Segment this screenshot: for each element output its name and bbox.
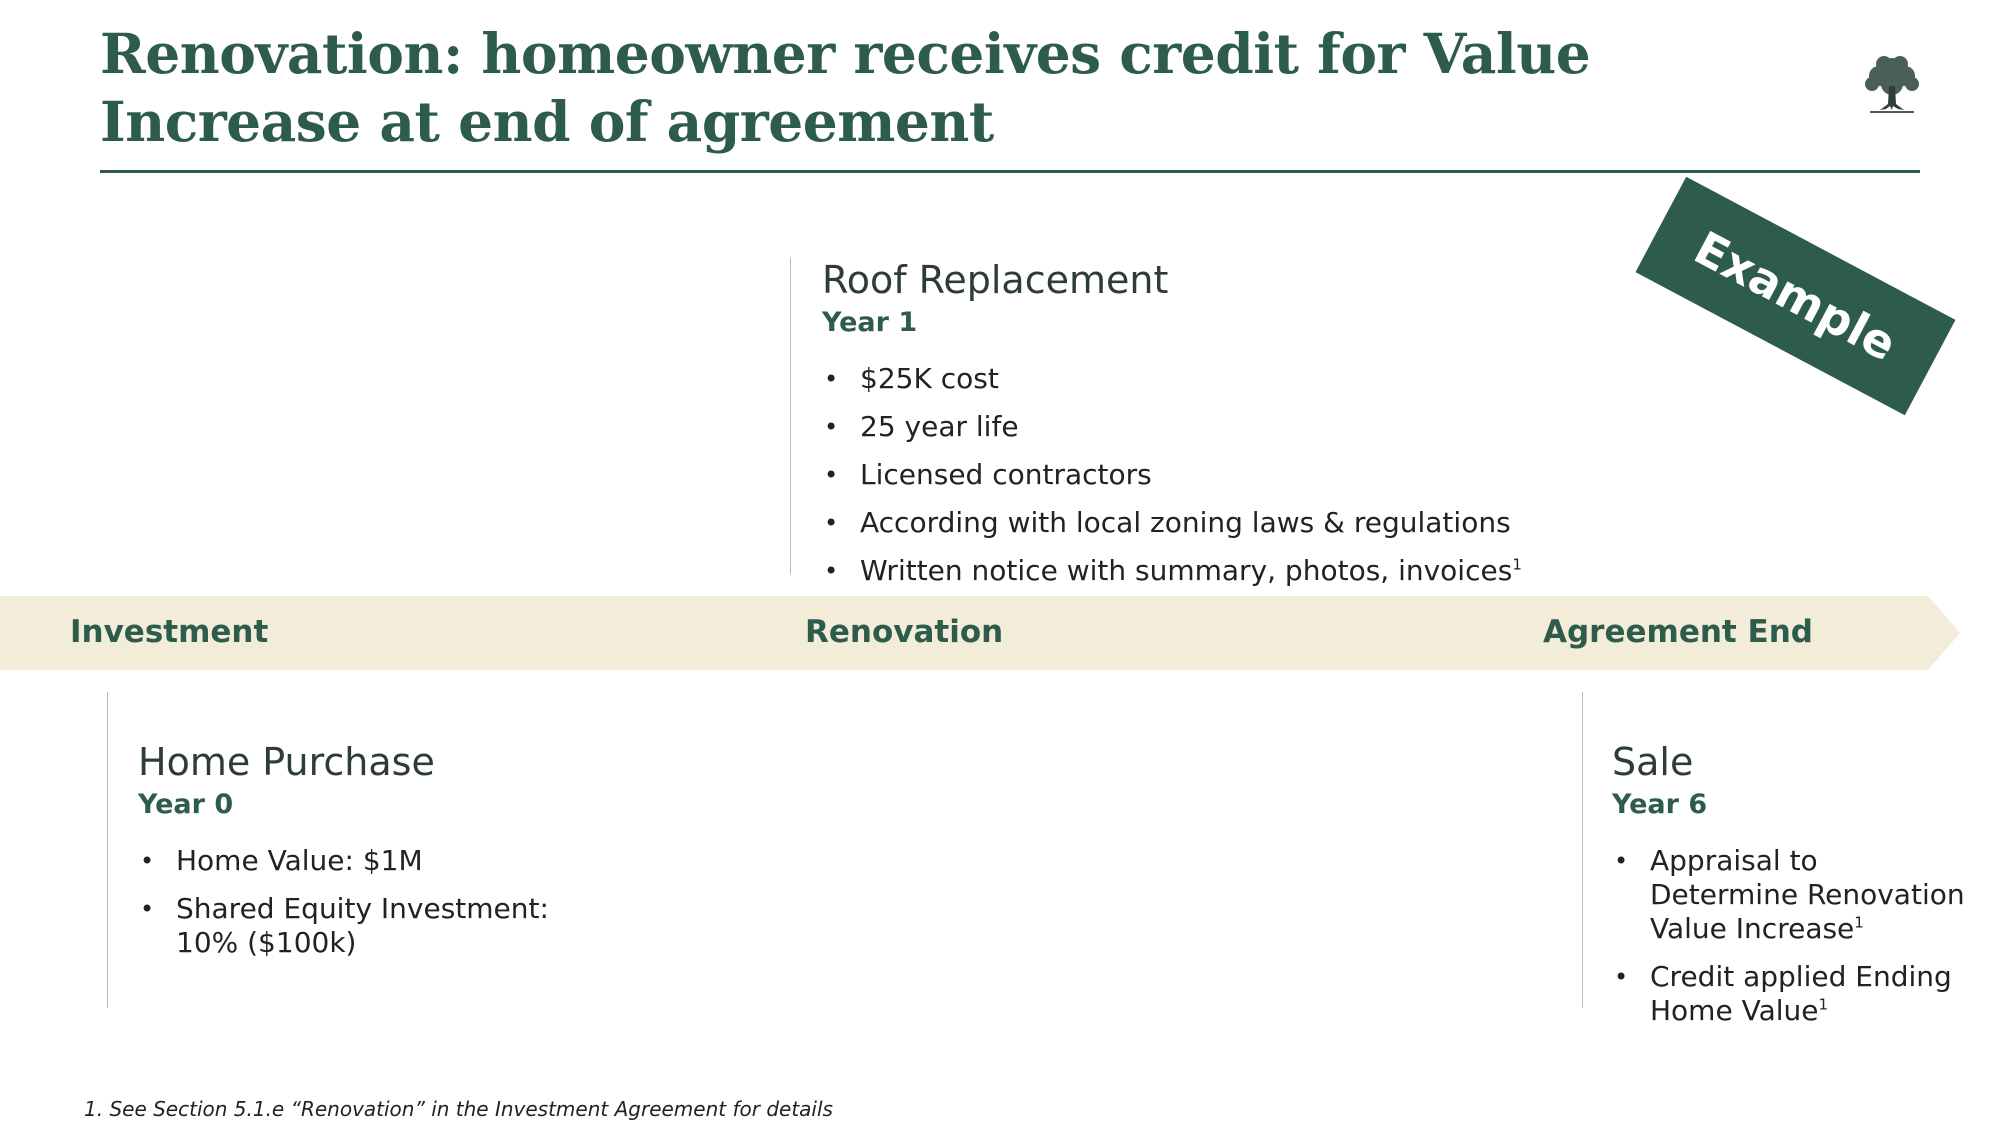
list-item: • Home Value: $1M bbox=[138, 844, 578, 878]
renovation-event bbox=[822, 256, 1722, 602]
sale-event-bullets bbox=[1612, 844, 1972, 1028]
timeline-stage-renovation: Renovation bbox=[805, 614, 1004, 650]
investment-event-title: Home Purchase bbox=[138, 740, 435, 784]
investment-event bbox=[138, 738, 578, 974]
list-item: • Licensed contractors bbox=[822, 458, 1722, 492]
sale-connector-line bbox=[1582, 692, 1583, 1008]
footnote-marker: 1 bbox=[1512, 555, 1522, 574]
list-item: • Shared Equity Investment: 10% ($100k) bbox=[138, 892, 578, 960]
list-item-text: Written notice with summary, photos, invoices bbox=[860, 554, 1513, 587]
list-item bbox=[1612, 960, 1972, 1028]
footnote: 1. See Section 5.1.e “Renovation” in the Investment Agreement for details bbox=[84, 1097, 833, 1121]
list-item bbox=[1612, 844, 1972, 946]
sale-event-year: Year 6 bbox=[1612, 789, 1708, 820]
renovation-event-bullets bbox=[822, 362, 1722, 588]
list-item-text: Appraisal to Determine Renovation Value Increase bbox=[1650, 844, 1965, 945]
investment-event-bullets bbox=[138, 844, 578, 960]
renovation-connector-line bbox=[790, 258, 791, 574]
footnote-marker: 1 bbox=[1818, 995, 1829, 1014]
renovation-event-year: Year 1 bbox=[822, 307, 918, 338]
sale-event bbox=[1612, 738, 1972, 1042]
timeline-stage-agreement-end: Agreement End bbox=[1543, 614, 1813, 650]
renovation-event-title: Roof Replacement bbox=[822, 258, 1169, 302]
sale-event-title: Sale bbox=[1612, 740, 1694, 784]
list-item bbox=[822, 554, 1722, 588]
list-item: • $25K cost bbox=[822, 362, 1722, 396]
timeline-stage-investment: Investment bbox=[70, 614, 269, 650]
investment-connector-line bbox=[107, 692, 108, 1008]
slide-title: Renovation: homeowner receives credit for Value Increase at end of agreement bbox=[100, 21, 1591, 154]
tree-icon bbox=[1862, 52, 1922, 116]
list-item-text: Credit applied Ending Home Value bbox=[1650, 960, 1952, 1027]
footnote-marker: 1 bbox=[1854, 913, 1864, 932]
list-item: • 25 year life bbox=[822, 410, 1722, 444]
investment-event-year: Year 0 bbox=[138, 789, 234, 820]
list-item: • According with local zoning laws & regulations bbox=[822, 506, 1722, 540]
example-badge-label: Example bbox=[1685, 220, 1906, 372]
title-underline bbox=[100, 170, 1920, 173]
